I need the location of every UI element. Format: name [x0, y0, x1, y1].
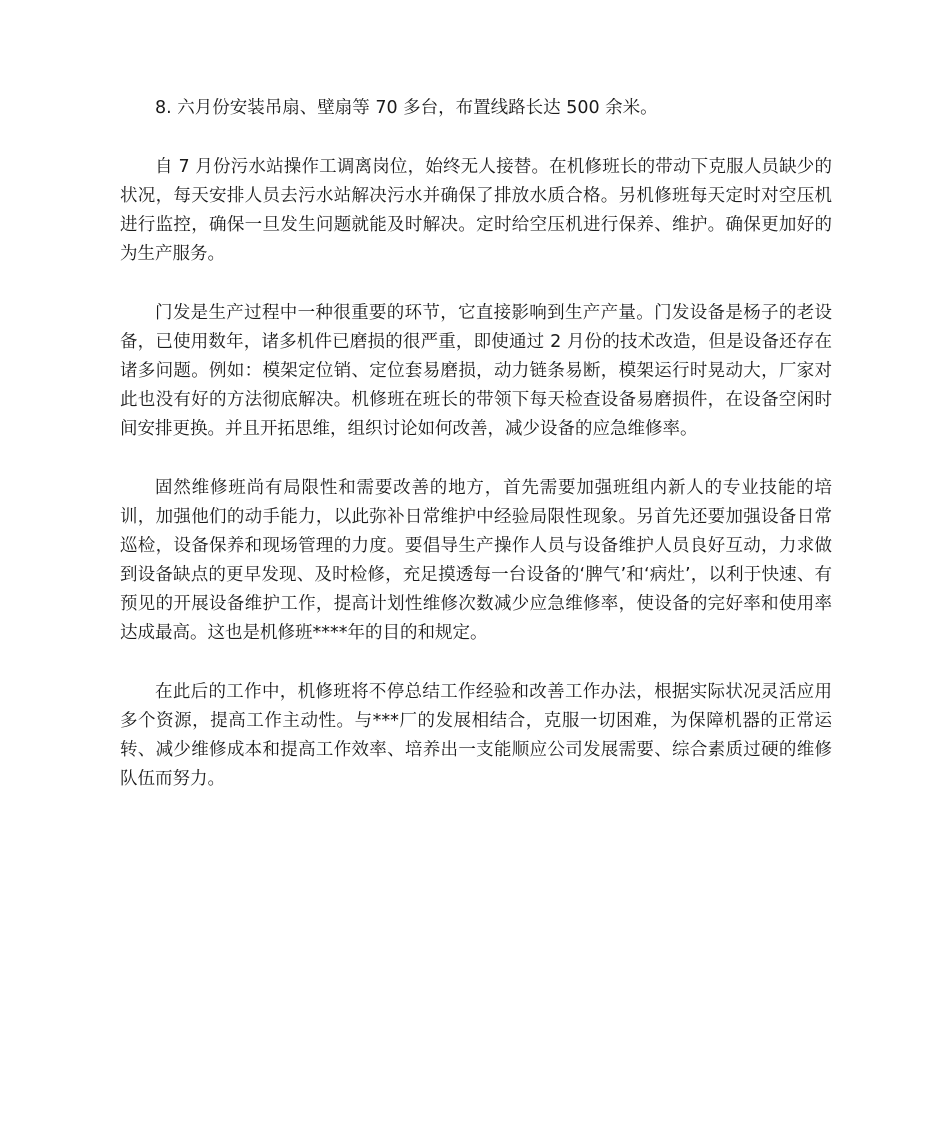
paragraph-improvements: 固然维修班尚有局限性和需要改善的地方，首先需要加强班组内新人的专业技能的培训，加强他们的动手能力，以此弥补日常维护中经验局限性现象。另首先还要加强设备日常巡检，设备保养和现场管理的力度。要倡导生产操作人员与设备维护人员良好互动，力求做到设备缺点的更早发现、及时检修，充足摸透每一台设备的‘脾气’和‘病灶’，以利于快速、有预见的开展设备维护工作，提高计划性维修次数减少应急维修率，使设备的完好率和使用率达成最高。这也是机修班****年的目的和规定。 — [120, 478, 832, 643]
document-body — [120, 94, 832, 824]
paragraph-sewage-station: 自 7 月份污水站操作工调离岗位，始终无人接替。在机修班长的带动下克服人员缺少的状况，每天安排人员去污水站解决污水并确保了排放水质合格。另机修班每天定时对空压机进行监控，确保一旦发生问题就能及时解决。定时给空压机进行保养、维护。确保更加好的为生产服务。 — [120, 157, 832, 264]
paragraph-door-equipment: 门发是生产过程中一种很重要的环节，它直接影响到生产产量。门发设备是杨子的老设备，已使用数年，诸多机件已磨损的很严重，即使通过 2 月份的技术改造，但是设备还存在诸多问题。例如：模架定位销、定位套易磨损，动力链条易断，模架运行时晃动大，厂家对此也没有好的方法彻底解决。机修班在班长的带领下每天检查设备易磨损件，在设备空闲时间安排更换。并且开拓思维，组织讨论如何改善，减少设备的应急维修率。 — [120, 303, 832, 439]
paragraph-item-8: 8. 六月份安装吊扇、壁扇等 70 多台，布置线路长达 500 余米。 — [155, 98, 658, 118]
paragraph-future-work: 在此后的工作中，机修班将不停总结工作经验和改善工作办法，根据实际状况灵活应用多个资源，提高工作主动性。与***厂的发展相结合，克服一切困难，为保障机器的正常运转、减少维修成本和提高工作效率、培养出一支能顺应公司发展需要、综合素质过硬的维修队伍而努力。 — [120, 682, 832, 789]
